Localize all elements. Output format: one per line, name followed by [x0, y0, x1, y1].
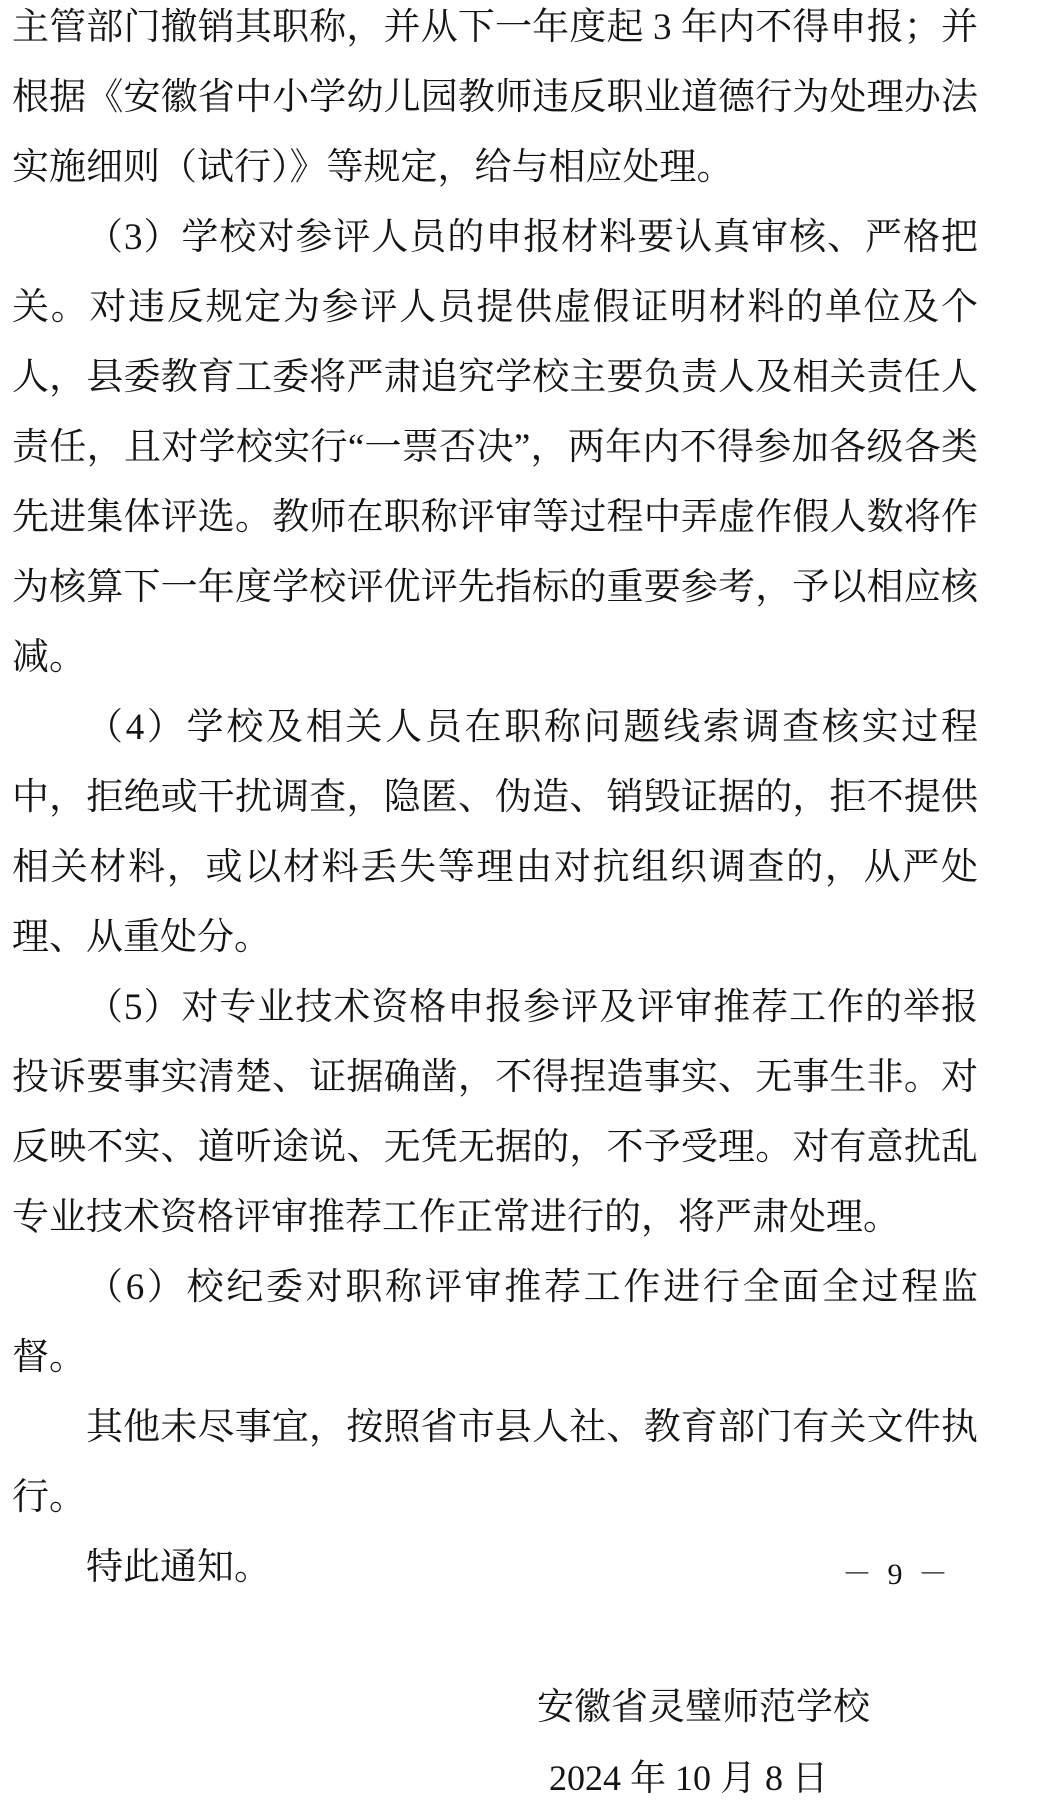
signature-issuer: 安徽省灵璧师范学校 — [537, 1687, 870, 1728]
paragraph-item-5: （5）对专业技术资格申报参评及评审推荐工作的举报投诉要事实清楚、证据确凿，不得捏造事实、无事生非。对反映不实、道听途说、无凭无据的，不予受理。对有意扰乱专业技术资格评审推荐工作正常进行的，将严肃处理。 — [12, 987, 978, 1238]
signature-date: 2024 年 10 月 8 日 — [548, 1758, 828, 1798]
paragraph-item-3: （3）学校对参评人员的申报材料要认真审核、严格把关。对违反规定为参评人员提供虚假证明材料的单位及个人，县委教育工委将严肃追究学校主要负责人及相关责任人责任，且对学校实行“一票否决”，两年内不得参加各级各类先进集体评选。教师在职称评审等过程中弄虚作假人数将作为核算下一年度学校评优评先指标的重要参考，予以相应核减。 — [12, 217, 978, 678]
paragraph-notice-closing: 特此通知。 — [86, 1547, 271, 1588]
paragraph-item-4: （4）学校及相关人员在职称问题线索调查核实过程中，拒绝或干扰调查，隐匿、伪造、销毁证据的，拒不提供相关材料，或以材料丢失等理由对抗组织调查的，从严处理、从重处分。 — [12, 707, 978, 958]
page-number: － 9 － — [842, 1558, 952, 1591]
paragraph-continuation: 主管部门撤销其职称，并从下一年度起 3 年内不得申报；并根据《安徽省中小学幼儿园教师违反职业道德行为处理办法实施细则（试行）》等规定，给与相应处理。 — [12, 7, 978, 188]
document-body — [12, 0, 978, 1813]
signature-block — [12, 1673, 978, 1813]
paragraph-other-matters: 其他未尽事宜，按照省市县人社、教育部门有关文件执行。 — [12, 1407, 978, 1518]
paragraph-item-6: （6）校纪委对职称评审推荐工作进行全面全过程监督。 — [12, 1267, 978, 1378]
